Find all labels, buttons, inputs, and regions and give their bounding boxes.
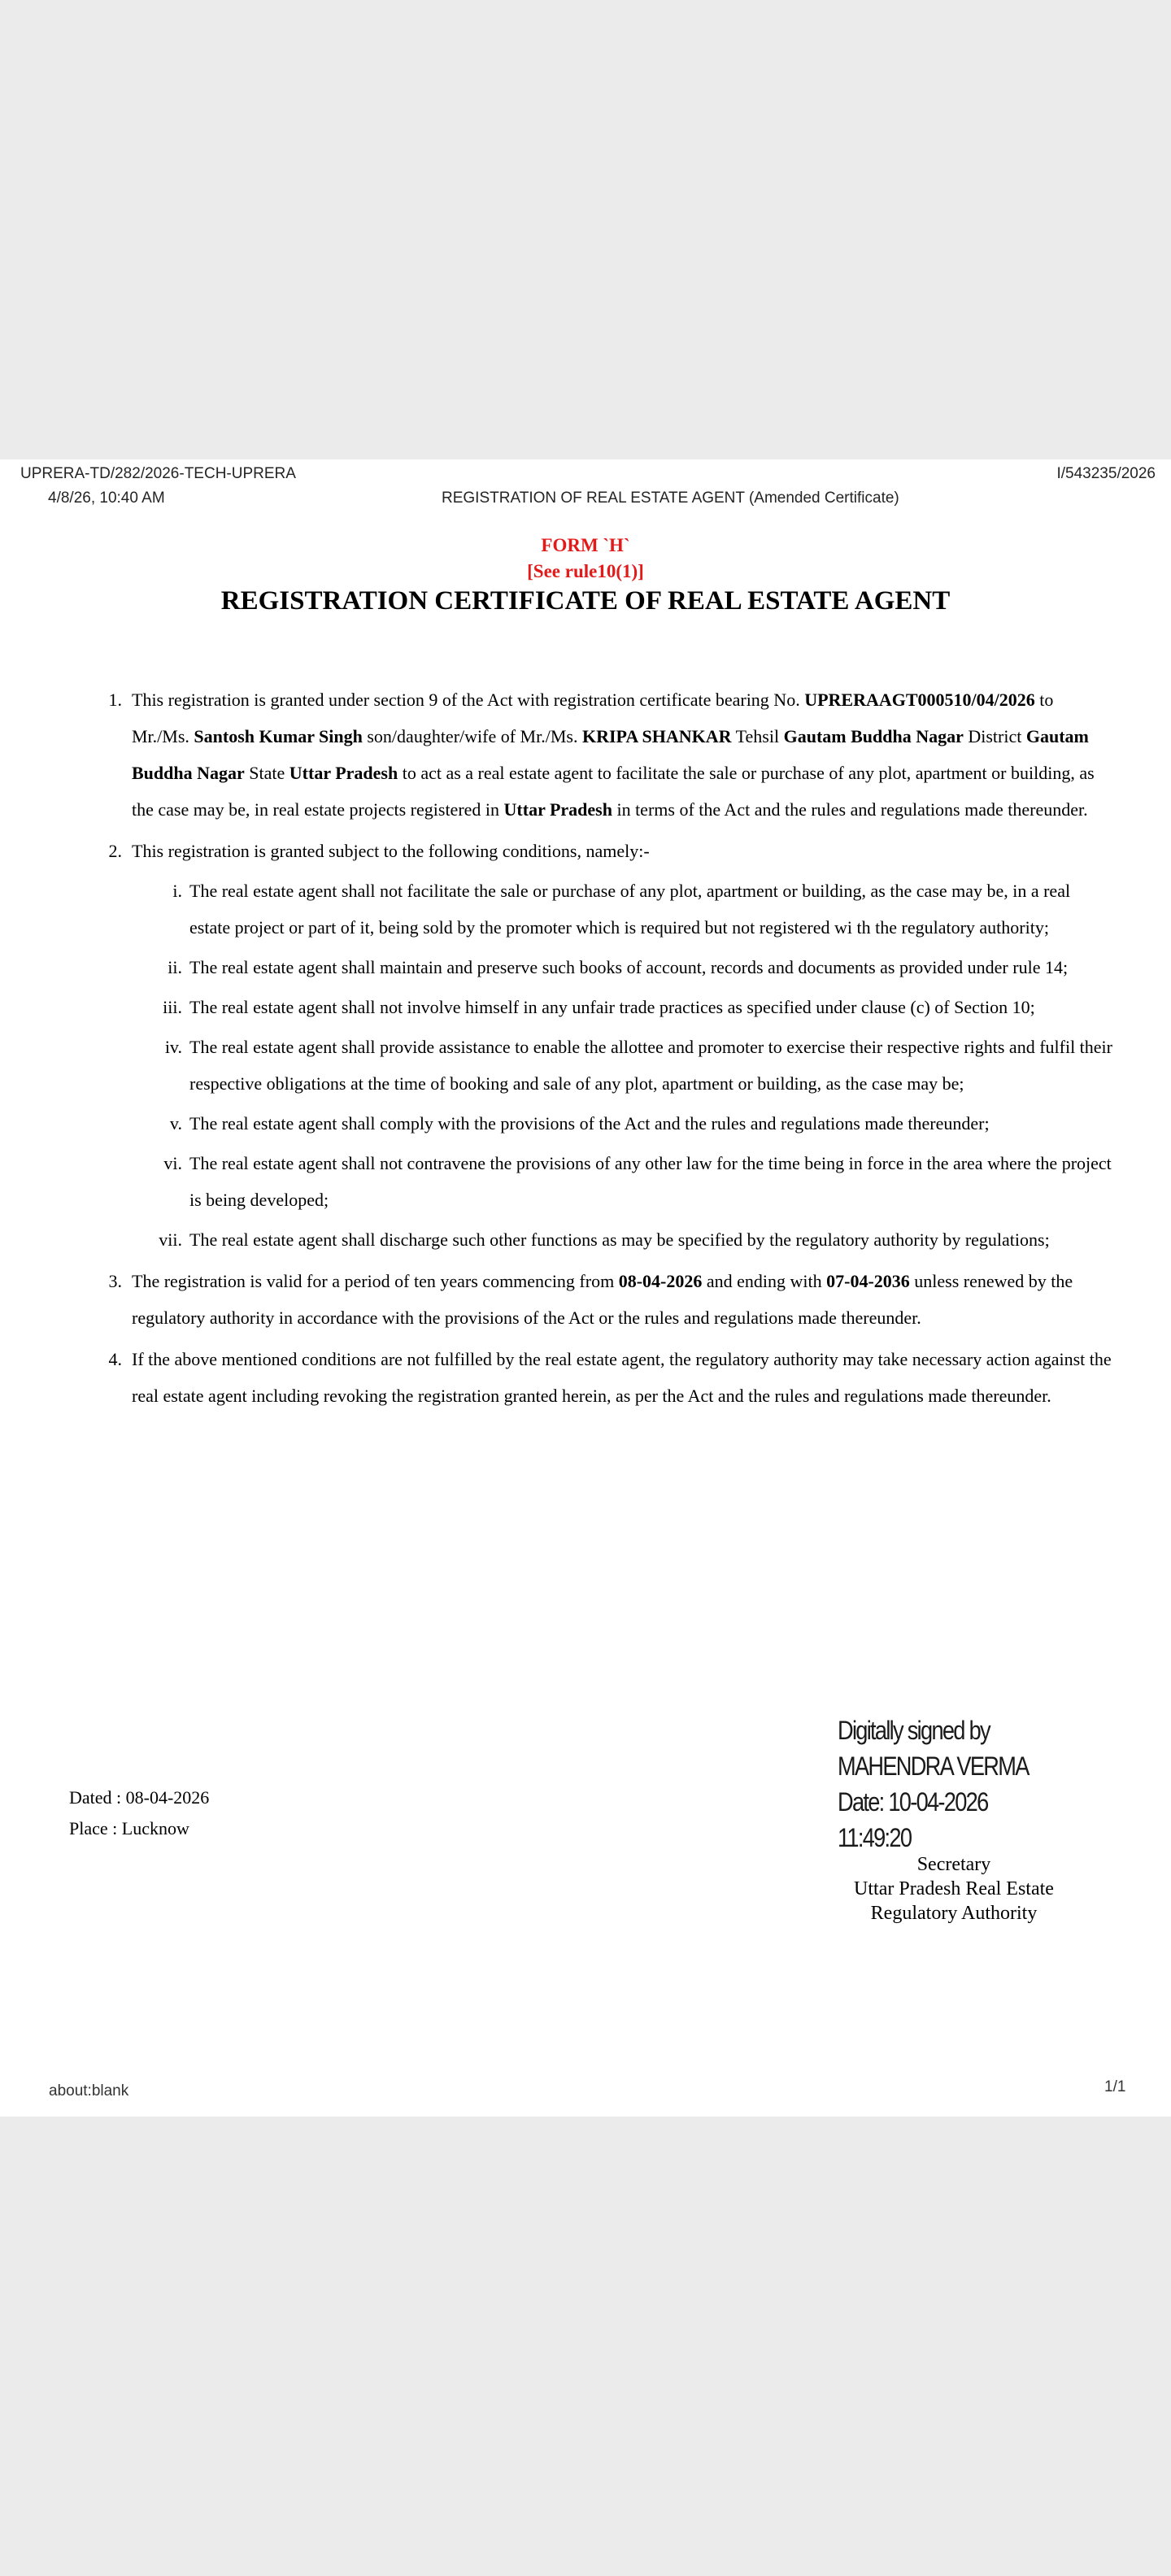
form-label: FORM `H`: [541, 535, 630, 555]
digital-signature-line: Digitally signed by: [838, 1716, 990, 1745]
sub-condition-item: [132, 1029, 1112, 1102]
bold-text-segment: Uttar Pradesh: [289, 763, 398, 783]
sub-condition-text: The real estate agent shall maintain and preserve such books of account, records and documents as provided under rule 14;: [189, 957, 1069, 977]
designation-line: Secretary: [916, 1854, 991, 1875]
footer-url: about:blank: [49, 2082, 129, 2100]
sub-condition-item: [132, 1221, 1112, 1258]
bold-text-segment: UPRERAAGT000510/04/2026: [804, 690, 1035, 710]
sub-condition-number: vi.: [163, 1153, 182, 1173]
text-segment: unless renewed by the regulatory authority in accordance with the provisions of the Act or the rules and regulations made thereunder.: [132, 1271, 1073, 1328]
bold-text-segment: 07-04-2036: [826, 1271, 910, 1291]
dated-place-block: [69, 1782, 209, 1844]
bold-text-segment: KRIPA SHANKAR: [581, 726, 732, 746]
condition-item-text: [132, 1263, 1112, 1336]
sub-condition-item: [132, 1105, 1112, 1142]
place-line: Place : Lucknow: [69, 1818, 189, 1838]
text-segment: to Mr./Ms.: [132, 690, 1054, 746]
rule-label: [See rule10(1)]: [527, 561, 644, 581]
condition-item-text: [132, 833, 1112, 1258]
condition-item-text: [132, 1341, 1112, 1414]
digital-signature-line: 11:49:20: [838, 1823, 912, 1852]
sub-condition-number: i.: [172, 881, 182, 901]
condition-item: [0, 681, 1112, 828]
condition-item: [0, 833, 1112, 1258]
digital-signature-line: Date: 10-04-2026: [838, 1787, 988, 1817]
text-segment: The registration is valid for a period of ten years commencing from: [132, 1271, 619, 1291]
bold-text-segment: 08-04-2026: [618, 1271, 703, 1291]
certificate-title: REGISTRATION CERTIFICATE OF REAL ESTATE AGENT: [220, 586, 951, 616]
sub-condition-number: v.: [169, 1113, 182, 1134]
text-segment: This registration is granted subject to the following conditions, namely:-: [132, 841, 650, 861]
header-datetime: 4/8/26, 10:40 AM: [48, 490, 165, 507]
sub-condition-text: The real estate agent shall provide assistance to enable the allottee and promoter to exercise their respective rights and fulfil their respective obligations at the time of booking and sale of any plot, apartment or building, as the case may be;: [189, 1037, 1112, 1094]
designation-line: Uttar Pradesh Real Estate: [854, 1878, 1054, 1899]
bold-text-segment: Gautam Buddha Nagar: [132, 726, 1089, 783]
sub-condition-item: [132, 872, 1112, 946]
text-segment: If the above mentioned conditions are not fulfilled by the real estate agent, the regulatory authority may take necessary action against the real estate agent including revoking the registration granted herein, as per the Act and the rules and regulations made thereunder.: [132, 1349, 1112, 1406]
condition-item-number: 3.: [108, 1271, 122, 1291]
text-segment: District: [963, 726, 1026, 746]
sub-condition-item: [132, 989, 1112, 1025]
sub-condition-number: ii.: [168, 957, 182, 977]
condition-item-text: [132, 681, 1112, 828]
sub-condition-number: iv.: [164, 1037, 182, 1057]
sub-condition-text: The real estate agent shall not contravene the provisions of any other law for the time being in force in the area where the project is being developed;: [189, 1153, 1112, 1210]
sub-condition-text: The real estate agent shall not facilitate the sale or purchase of any plot, apartment or building, as the case may be, in a real estate project or part of it, being sold by the promoter which is required but not registered wi th the regulatory authority;: [189, 881, 1071, 938]
sub-condition-item: [132, 949, 1112, 986]
sub-condition-number: iii.: [163, 997, 182, 1017]
sub-condition-item: [132, 1145, 1112, 1218]
text-segment: to act as a real estate agent to facilitate the sale or purchase of any plot, apartment or building, as the case may be, in real estate projects registered in: [132, 763, 1095, 820]
digital-signature-block: [838, 1712, 1029, 1856]
footer-page-number: 1/1: [1104, 2078, 1126, 2095]
text-segment: This registration is granted under section 9 of the Act with registration certificate bearing No.: [132, 690, 805, 710]
bold-text-segment: Gautam Buddha Nagar: [783, 726, 964, 746]
header-ref-right: I/543235/2026: [1056, 465, 1156, 482]
condition-item: [0, 1341, 1112, 1414]
text-segment: Tehsil: [731, 726, 784, 746]
bold-text-segment: Uttar Pradesh: [503, 799, 612, 820]
dated-line: Dated : 08-04-2026: [69, 1787, 210, 1808]
condition-item-number: 2.: [108, 841, 122, 861]
sub-condition-text: The real estate agent shall not involve himself in any unfair trade practices as specified under clause (c) of Section 10;: [189, 997, 1035, 1017]
text-segment: son/daughter/wife of Mr./Ms.: [362, 726, 582, 746]
digital-signature-line: MAHENDRA VERMA: [838, 1751, 1029, 1781]
header-doc-title: REGISTRATION OF REAL ESTATE AGENT (Amended Certificate): [442, 490, 899, 507]
sub-condition-text: The real estate agent shall discharge such other functions as may be specified by the regulatory authority by regulations;: [189, 1229, 1050, 1250]
conditions-list: [0, 681, 1171, 1419]
text-segment: State: [244, 763, 289, 783]
text-segment: in terms of the Act and the rules and regulations made thereunder.: [612, 799, 1088, 820]
bold-text-segment: Santosh Kumar Singh: [194, 726, 363, 746]
signatory-designation-block: [820, 1852, 1088, 1925]
condition-item-number: 1.: [108, 690, 122, 710]
designation-line: Regulatory Authority: [870, 1903, 1038, 1924]
sub-condition-text: The real estate agent shall comply with the provisions of the Act and the rules and regulations made thereunder;: [189, 1113, 990, 1134]
text-segment: and ending with: [702, 1271, 827, 1291]
condition-item-number: 4.: [108, 1349, 122, 1369]
certificate-paper: [0, 459, 1171, 2117]
sub-condition-number: vii.: [159, 1229, 182, 1250]
header-ref-left: UPRERA-TD/282/2026-TECH-UPRERA: [20, 465, 296, 482]
condition-item: [0, 1263, 1112, 1336]
